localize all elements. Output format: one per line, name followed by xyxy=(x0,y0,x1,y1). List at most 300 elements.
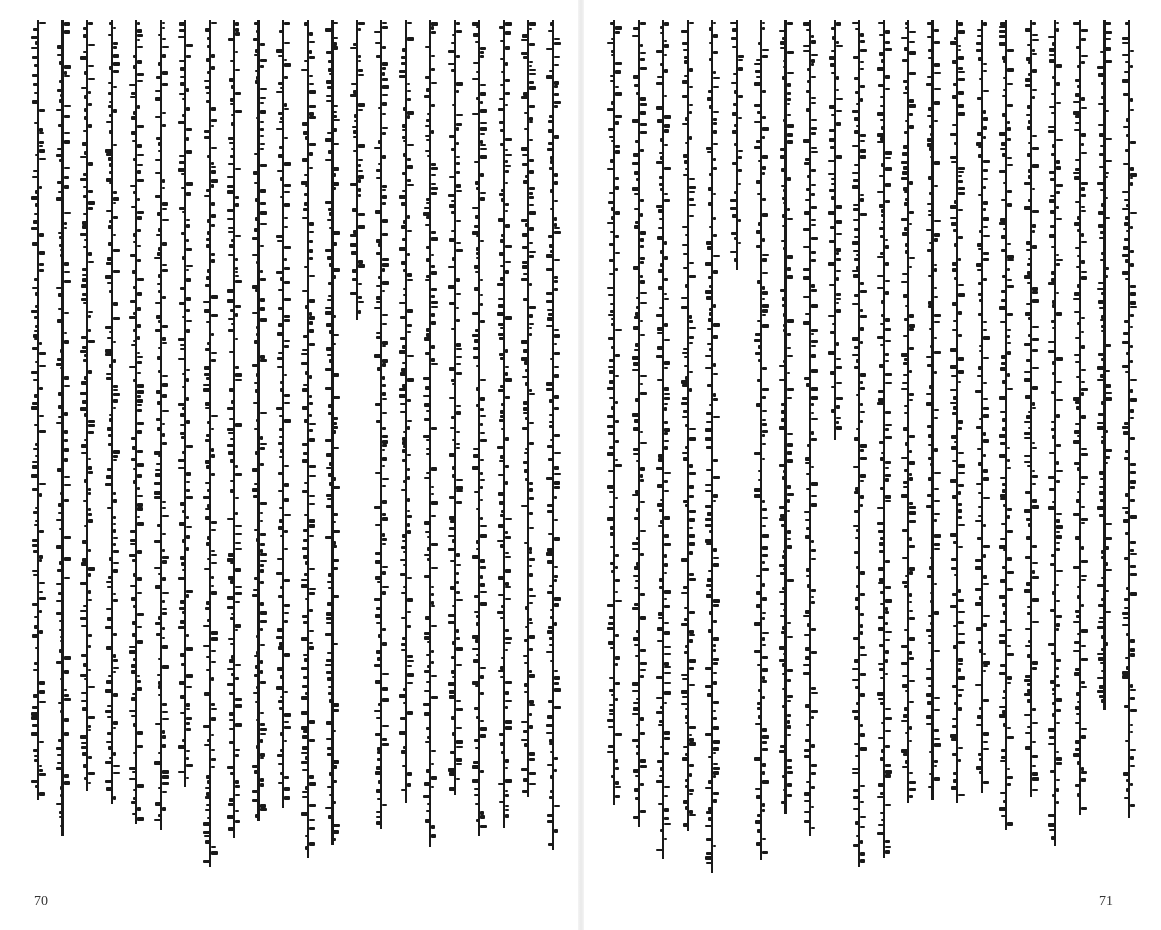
script-glyph xyxy=(860,480,864,482)
script-glyph xyxy=(131,670,136,674)
script-glyph xyxy=(402,459,406,462)
script-glyph xyxy=(81,444,87,448)
script-glyph xyxy=(878,698,884,700)
script-glyph xyxy=(501,403,504,406)
script-glyph xyxy=(787,734,791,736)
script-glyph xyxy=(762,304,769,308)
script-glyph xyxy=(333,709,339,712)
script-glyph xyxy=(782,297,786,301)
script-glyph xyxy=(1123,431,1129,435)
script-glyph xyxy=(254,428,259,430)
script-glyph xyxy=(860,403,863,406)
script-glyph xyxy=(57,148,63,150)
script-glyph xyxy=(475,215,479,219)
script-glyph xyxy=(376,169,381,172)
script-glyph xyxy=(32,488,38,491)
script-glyph xyxy=(708,817,712,821)
script-glyph xyxy=(885,478,889,482)
script-glyph xyxy=(260,602,264,606)
script-glyph xyxy=(762,258,767,262)
script-glyph xyxy=(731,232,737,235)
script-glyph xyxy=(255,665,259,669)
script-glyph xyxy=(811,237,818,240)
script-glyph xyxy=(1051,271,1055,275)
script-glyph xyxy=(903,374,908,376)
script-glyph xyxy=(407,625,411,628)
script-glyph xyxy=(205,28,210,32)
script-glyph xyxy=(529,752,535,756)
script-glyph xyxy=(885,500,891,502)
script-glyph xyxy=(952,302,957,306)
script-glyph xyxy=(831,196,835,200)
script-glyph xyxy=(376,816,381,818)
script-glyph xyxy=(305,846,308,850)
script-glyph xyxy=(333,111,337,113)
script-glyph xyxy=(632,548,639,550)
script-glyph xyxy=(475,329,479,332)
script-glyph xyxy=(860,624,863,628)
script-glyph xyxy=(129,366,136,368)
script-glyph xyxy=(500,58,504,60)
script-glyph xyxy=(632,739,639,742)
script-glyph xyxy=(615,600,622,602)
script-glyph xyxy=(1056,525,1063,529)
script-glyph xyxy=(855,686,859,689)
text-column xyxy=(545,20,561,850)
script-glyph xyxy=(178,745,185,749)
script-glyph xyxy=(1105,275,1108,278)
script-glyph xyxy=(664,144,668,146)
script-glyph xyxy=(80,233,87,236)
script-glyph xyxy=(684,160,688,164)
script-glyph xyxy=(664,737,670,740)
script-glyph xyxy=(108,746,112,750)
script-glyph xyxy=(951,786,957,790)
script-glyph xyxy=(713,393,716,397)
script-glyph xyxy=(1081,133,1086,137)
script-glyph xyxy=(329,212,332,216)
script-glyph xyxy=(929,192,933,195)
script-glyph xyxy=(64,448,69,452)
script-glyph xyxy=(402,190,406,192)
script-glyph xyxy=(860,373,866,377)
script-glyph xyxy=(983,217,989,221)
script-glyph xyxy=(501,751,504,754)
script-glyph xyxy=(999,706,1006,708)
script-glyph xyxy=(131,715,136,717)
script-glyph xyxy=(32,706,38,709)
script-glyph xyxy=(64,698,71,701)
script-glyph xyxy=(608,366,614,368)
script-glyph xyxy=(374,598,381,601)
script-glyph xyxy=(277,754,283,757)
script-glyph xyxy=(309,782,316,786)
script-glyph xyxy=(811,687,816,690)
script-glyph xyxy=(207,558,210,560)
script-glyph xyxy=(473,659,479,663)
script-glyph xyxy=(328,404,332,408)
script-glyph xyxy=(35,305,38,308)
script-glyph xyxy=(805,739,810,742)
script-glyph xyxy=(934,337,937,339)
script-glyph xyxy=(909,328,914,331)
script-glyph xyxy=(1130,592,1137,596)
script-glyph xyxy=(501,510,504,513)
script-glyph xyxy=(902,232,908,236)
script-glyph xyxy=(787,794,792,797)
script-glyph xyxy=(204,692,210,696)
script-glyph xyxy=(1052,693,1055,695)
script-glyph xyxy=(757,193,761,195)
script-glyph xyxy=(522,246,528,249)
script-glyph xyxy=(401,261,406,265)
script-glyph xyxy=(632,494,639,496)
script-glyph xyxy=(934,41,940,44)
script-glyph xyxy=(407,184,414,186)
script-glyph xyxy=(879,441,884,444)
script-glyph xyxy=(804,211,810,215)
script-glyph xyxy=(382,263,389,267)
script-glyph xyxy=(999,42,1006,46)
script-glyph xyxy=(1077,793,1080,797)
script-glyph xyxy=(706,543,712,545)
script-glyph xyxy=(56,661,63,664)
script-glyph xyxy=(609,506,614,508)
script-glyph xyxy=(328,295,332,297)
script-glyph xyxy=(713,845,716,847)
script-glyph xyxy=(1125,371,1129,373)
script-glyph xyxy=(632,607,639,610)
script-glyph xyxy=(301,353,308,355)
script-glyph xyxy=(278,782,283,784)
script-glyph xyxy=(783,609,786,611)
script-glyph xyxy=(156,390,161,394)
script-glyph xyxy=(1032,210,1039,213)
script-glyph xyxy=(276,49,283,53)
script-glyph xyxy=(400,717,406,720)
script-glyph xyxy=(376,607,381,610)
script-glyph xyxy=(640,199,644,202)
script-glyph xyxy=(256,333,259,336)
script-glyph xyxy=(1081,210,1086,212)
script-glyph xyxy=(811,193,815,196)
script-glyph xyxy=(1130,109,1134,111)
script-glyph xyxy=(155,585,161,589)
script-glyph xyxy=(227,407,234,410)
script-glyph xyxy=(529,86,536,90)
script-glyph xyxy=(480,155,487,159)
script-glyph xyxy=(1027,282,1031,284)
script-glyph xyxy=(807,175,810,178)
script-glyph xyxy=(1081,107,1087,109)
script-glyph xyxy=(787,720,790,724)
script-glyph xyxy=(836,397,843,400)
script-glyph xyxy=(186,128,192,131)
script-glyph xyxy=(1122,426,1129,429)
script-glyph xyxy=(529,43,535,46)
script-glyph xyxy=(39,132,44,134)
script-glyph xyxy=(1105,22,1111,25)
script-glyph xyxy=(860,149,866,153)
script-glyph xyxy=(133,65,136,69)
script-glyph xyxy=(137,307,141,311)
script-glyph xyxy=(689,551,693,555)
script-glyph xyxy=(403,702,406,704)
script-glyph xyxy=(975,390,982,393)
script-glyph xyxy=(333,530,340,533)
script-glyph xyxy=(779,591,786,593)
script-glyph xyxy=(1077,229,1080,232)
script-glyph xyxy=(1056,381,1062,383)
script-glyph xyxy=(424,418,430,421)
script-glyph xyxy=(1081,194,1086,197)
script-glyph xyxy=(84,108,87,112)
script-glyph xyxy=(958,370,964,374)
script-glyph xyxy=(407,37,414,41)
script-glyph xyxy=(550,189,553,193)
script-glyph xyxy=(211,661,216,663)
script-glyph xyxy=(757,320,761,322)
script-glyph xyxy=(782,673,786,675)
script-glyph xyxy=(529,713,532,716)
script-glyph xyxy=(309,343,315,346)
script-glyph xyxy=(480,667,486,669)
script-glyph xyxy=(1032,576,1039,579)
script-glyph xyxy=(608,314,614,316)
script-glyph xyxy=(830,371,835,375)
script-glyph xyxy=(431,493,434,495)
script-glyph xyxy=(407,378,414,382)
script-glyph xyxy=(309,75,313,77)
script-glyph xyxy=(206,321,210,323)
script-glyph xyxy=(664,534,669,538)
script-glyph xyxy=(254,770,259,774)
script-glyph xyxy=(607,168,614,170)
script-glyph xyxy=(64,222,67,225)
script-glyph xyxy=(762,443,766,445)
script-glyph xyxy=(554,231,561,234)
script-glyph xyxy=(132,140,136,142)
script-glyph xyxy=(211,631,218,635)
script-glyph xyxy=(762,525,766,527)
script-glyph xyxy=(39,149,45,153)
script-glyph xyxy=(713,459,718,462)
script-glyph xyxy=(1032,598,1039,602)
script-glyph xyxy=(1122,54,1129,56)
script-glyph xyxy=(56,600,63,602)
script-glyph xyxy=(1027,699,1031,703)
script-glyph xyxy=(333,703,339,707)
script-glyph xyxy=(309,257,313,260)
script-glyph xyxy=(284,315,290,318)
script-glyph xyxy=(950,41,957,45)
script-glyph xyxy=(958,427,962,430)
script-glyph xyxy=(277,170,283,172)
script-glyph xyxy=(615,591,618,593)
script-glyph xyxy=(280,381,283,384)
script-glyph xyxy=(474,225,479,228)
script-glyph xyxy=(880,537,884,540)
script-glyph xyxy=(953,406,957,410)
script-glyph xyxy=(934,738,940,740)
script-glyph xyxy=(615,329,622,331)
script-glyph xyxy=(529,251,536,253)
script-glyph xyxy=(333,824,340,827)
script-glyph xyxy=(854,117,859,121)
script-glyph xyxy=(860,826,865,828)
script-glyph xyxy=(958,491,961,495)
script-glyph xyxy=(554,343,557,345)
script-glyph xyxy=(179,22,185,26)
script-glyph xyxy=(1056,570,1063,572)
script-glyph xyxy=(59,816,63,818)
right-page xyxy=(584,0,1161,930)
script-glyph xyxy=(860,504,863,507)
script-glyph xyxy=(382,517,388,521)
script-glyph xyxy=(836,277,839,281)
script-glyph xyxy=(133,723,136,727)
script-glyph xyxy=(983,583,989,585)
script-glyph xyxy=(664,563,668,567)
script-glyph xyxy=(83,302,87,304)
script-glyph xyxy=(403,445,406,448)
script-glyph xyxy=(31,47,38,49)
script-glyph xyxy=(498,108,504,111)
script-glyph xyxy=(640,783,644,786)
script-glyph xyxy=(689,215,694,217)
script-glyph xyxy=(403,688,406,691)
script-glyph xyxy=(211,184,214,188)
script-glyph xyxy=(685,234,688,236)
script-glyph xyxy=(1101,699,1104,703)
script-glyph xyxy=(179,681,185,685)
script-glyph xyxy=(609,709,614,712)
script-glyph xyxy=(229,659,234,663)
script-glyph xyxy=(880,487,884,490)
script-glyph xyxy=(953,772,957,775)
script-glyph xyxy=(1076,499,1080,503)
script-glyph xyxy=(803,50,810,52)
script-glyph xyxy=(860,654,867,656)
script-glyph xyxy=(615,554,619,557)
script-glyph xyxy=(309,535,314,537)
script-glyph xyxy=(934,448,938,452)
script-glyph xyxy=(108,434,112,437)
script-glyph xyxy=(425,741,430,743)
script-glyph xyxy=(407,498,410,502)
script-glyph xyxy=(480,459,484,461)
script-glyph xyxy=(186,686,192,688)
script-glyph xyxy=(211,846,216,848)
script-glyph xyxy=(137,356,143,358)
script-glyph xyxy=(456,727,462,729)
script-glyph xyxy=(1007,351,1011,355)
script-glyph xyxy=(782,304,786,307)
script-glyph xyxy=(779,659,786,662)
script-glyph xyxy=(607,604,614,607)
script-glyph xyxy=(480,92,486,96)
script-glyph xyxy=(333,275,336,279)
script-glyph xyxy=(879,227,884,230)
script-glyph xyxy=(278,472,283,475)
script-glyph xyxy=(326,671,332,674)
script-glyph xyxy=(953,779,957,783)
script-glyph xyxy=(182,114,185,117)
script-glyph xyxy=(131,116,136,120)
script-glyph xyxy=(186,219,190,221)
script-glyph xyxy=(211,428,214,430)
script-glyph xyxy=(1081,686,1087,688)
script-glyph xyxy=(852,679,859,681)
script-glyph xyxy=(885,850,890,854)
script-glyph xyxy=(787,545,792,549)
script-glyph xyxy=(979,707,982,710)
script-glyph xyxy=(109,163,112,167)
script-glyph xyxy=(549,167,553,170)
script-glyph xyxy=(524,662,528,664)
script-glyph xyxy=(860,747,867,751)
script-glyph xyxy=(137,22,140,25)
script-glyph xyxy=(284,394,290,397)
script-glyph xyxy=(958,45,961,47)
script-glyph xyxy=(983,117,988,121)
script-glyph xyxy=(879,668,884,671)
script-glyph xyxy=(1027,612,1031,615)
script-glyph xyxy=(88,91,91,94)
script-glyph xyxy=(1001,756,1006,759)
script-glyph xyxy=(1007,83,1013,85)
script-glyph xyxy=(382,185,387,188)
script-glyph xyxy=(708,202,712,206)
script-glyph xyxy=(958,357,964,361)
script-glyph xyxy=(474,491,479,493)
script-glyph xyxy=(88,370,92,374)
script-glyph xyxy=(56,545,63,549)
script-glyph xyxy=(762,430,768,433)
script-glyph xyxy=(658,612,663,616)
script-glyph xyxy=(885,730,891,732)
script-glyph xyxy=(633,702,639,704)
script-glyph xyxy=(211,107,216,111)
script-glyph xyxy=(327,581,332,583)
script-glyph xyxy=(132,813,136,815)
script-glyph xyxy=(787,622,791,624)
script-glyph xyxy=(113,772,120,774)
script-glyph xyxy=(235,820,240,823)
script-glyph xyxy=(636,745,639,748)
script-glyph xyxy=(113,249,120,252)
script-glyph xyxy=(524,128,528,130)
script-glyph xyxy=(905,86,908,90)
script-glyph xyxy=(1027,153,1031,157)
script-glyph xyxy=(180,82,185,86)
script-glyph xyxy=(983,477,989,481)
script-glyph xyxy=(108,105,112,108)
script-glyph xyxy=(958,524,965,526)
script-glyph xyxy=(1051,93,1055,95)
script-glyph xyxy=(909,314,914,318)
script-glyph xyxy=(1048,36,1055,38)
script-glyph xyxy=(1130,306,1137,308)
script-glyph xyxy=(762,410,767,412)
script-glyph xyxy=(853,250,859,252)
script-glyph xyxy=(547,764,553,766)
script-glyph xyxy=(953,645,957,649)
script-glyph xyxy=(983,748,989,750)
script-glyph xyxy=(860,495,864,499)
script-glyph xyxy=(81,562,87,566)
script-glyph xyxy=(803,246,810,248)
